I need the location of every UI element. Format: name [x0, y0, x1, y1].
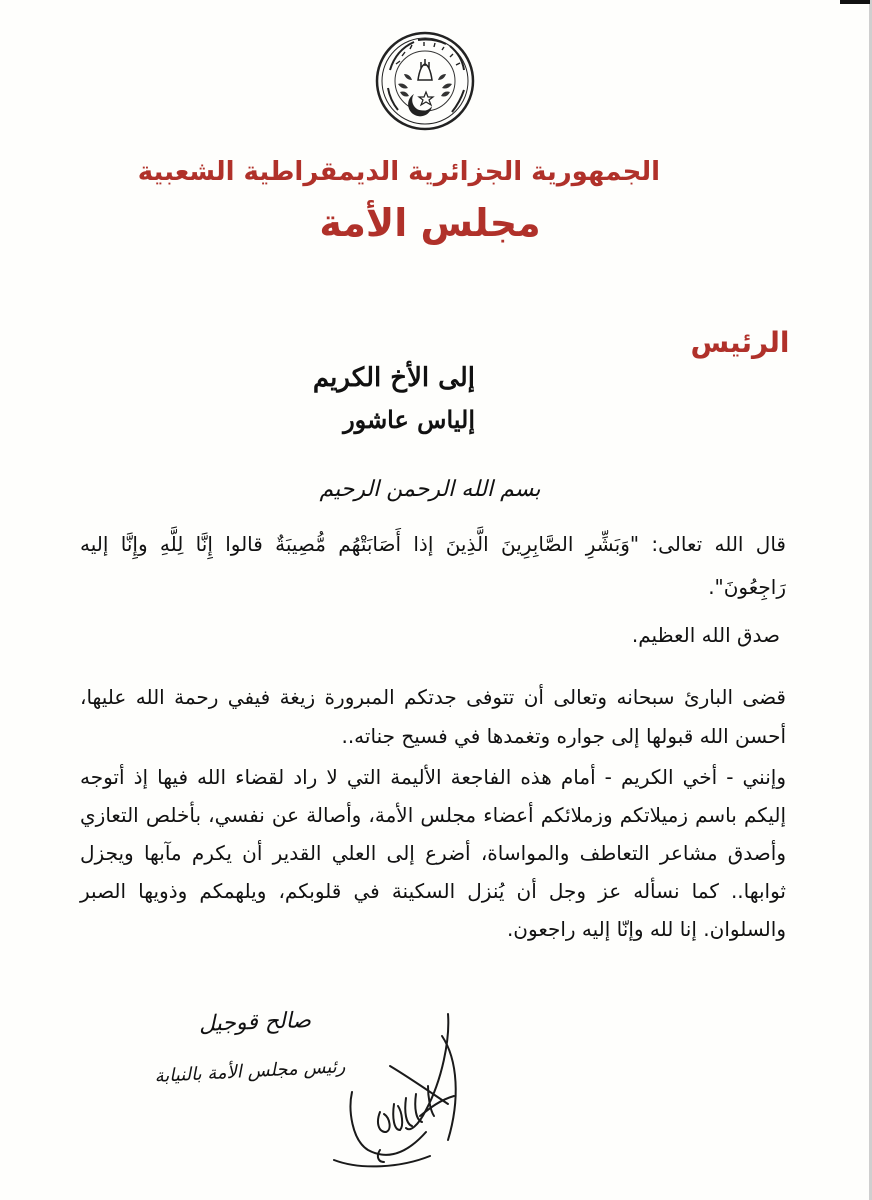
- condolence-paragraph-2: وإنني - أخي الكريم - أمام هذه الفاجعة الأليمة التي لا راد لقضاء الله فيها إذ أتوجه إليكم باسم زميلاتكم وزملائكم أعضاء مجلس الأمة، وأصالة عن نفسي، بأخلص التعازي وأصدق مشاعر التعاطف والمواساة، أضرع إلى العلي القدير أن يكرم مآبها ويجزل ثوابها.. كما نسأله عز وجل أن يُنزل السكينة في قلوبكم، ويلهمكم وذويها الصبر والسلوان. إنا لله وإنّا إليه راجعون.: [80, 765, 786, 941]
- addressee-name: إلياس عاشور: [343, 405, 475, 434]
- republic-name: الجمهورية الجزائرية الديمقراطية الشعبية: [137, 157, 660, 187]
- council-name: مجلس الأمة: [319, 201, 541, 245]
- basmala: بسم الله الرحمن الرحيم: [319, 477, 541, 502]
- handwritten-signature: [330, 1000, 480, 1175]
- quran-verse: قال الله تعالى: "وَبَشِّرِ الصَّابِرِينَ الَّذِينَ إذا أَصَابَتْهُم مُّصِيبَةٌ قالوا إِنَّا لِلَّهِ وإِنَّا إليه رَاجِعُونَ".: [80, 532, 786, 599]
- corner-mark: [840, 0, 870, 4]
- signatory-title: رئيس مجلس الأمة بالنيابة: [154, 1056, 346, 1087]
- addressee-salutation: إلى الأخ الكريم: [312, 363, 475, 393]
- signatory-name: صالح قوجيل: [198, 1008, 312, 1037]
- state-seal-icon: [374, 30, 476, 132]
- office-label: الرئيس: [690, 326, 790, 359]
- condolence-paragraph-1: قضى البارئ سبحانه وتعالى أن تتوفى جدتكم المبرورة زيغة فيفي رحمة الله عليها، أحسن الله قبولها إلى جواره وتغمدها في فسيح جناته..: [80, 685, 786, 748]
- sadaq-line: صدق الله العظيم.: [631, 623, 780, 647]
